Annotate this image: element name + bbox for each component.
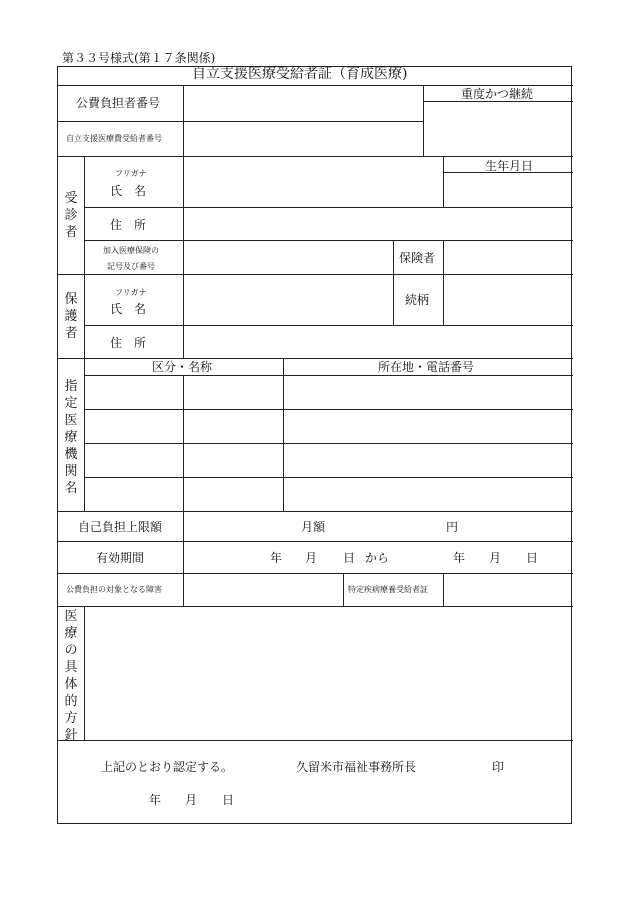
- validity-end-month: 月: [489, 551, 502, 565]
- recipient-name-field[interactable]: [184, 157, 442, 207]
- serious-continuing-label: 重度かつ継続: [461, 87, 534, 101]
- recipient-number-label: 自立支援医療費受給者番号: [66, 134, 162, 143]
- specific-disease-field[interactable]: [444, 574, 572, 606]
- monthly-label: 月額: [301, 520, 326, 534]
- specific-disease-label: 特定疾病療養受給者証: [348, 585, 428, 594]
- institution-row[interactable]: [85, 376, 572, 409]
- validity-start-day: 日: [343, 551, 356, 565]
- copay-limit-label: 自己負担上限額: [78, 520, 163, 534]
- institution-row[interactable]: [85, 478, 572, 511]
- relationship-field[interactable]: [444, 275, 572, 325]
- certification-month: 月: [185, 793, 198, 807]
- location-phone-header: 所在地・電話番号: [378, 360, 475, 374]
- certification-statement: 上記のとおり認定する。: [101, 760, 234, 774]
- guardian-group-label: 保護者: [64, 292, 78, 341]
- target-disability-field[interactable]: [184, 574, 342, 606]
- validity-end-year: 年: [453, 551, 466, 565]
- recipient-name-label: 氏 名: [110, 184, 147, 198]
- yen-label: 円: [446, 520, 459, 534]
- form-number: 第３３号様式(第１７条関係): [62, 51, 216, 65]
- recipient-address-label: 住 所: [110, 218, 147, 232]
- birth-date-label: 生年月日: [485, 159, 534, 173]
- relationship-label: 続柄: [405, 293, 430, 307]
- category-name-header: 区分・名称: [152, 360, 213, 374]
- institution-row[interactable]: [85, 444, 572, 477]
- guardian-address-field[interactable]: [184, 326, 572, 358]
- institution-group-label: 指定医療機関名: [64, 379, 78, 496]
- certification-year: 年: [149, 793, 162, 807]
- recipient-group-label: 受診者: [64, 191, 78, 240]
- guardian-name-label: 氏 名: [110, 302, 147, 316]
- issuer-name: 久留米市福祉事務所長: [296, 760, 417, 774]
- validity-from: から: [365, 551, 390, 565]
- public-payer-number-label: 公費負担者番号: [76, 96, 161, 110]
- target-disability-label: 公費負担の対象となる障害: [66, 585, 162, 594]
- validity-label: 有効期間: [96, 551, 145, 565]
- treatment-policy-field[interactable]: [85, 607, 572, 740]
- form-title: 自立支援医療受給者証（育成医療): [192, 66, 408, 82]
- insurer-label: 保険者: [399, 251, 436, 265]
- treatment-policy-label: 医療の具体的方針: [64, 609, 78, 743]
- validity-start-month: 月: [305, 551, 318, 565]
- institution-row[interactable]: [85, 410, 572, 443]
- insurance-label-line2: 記号及び番号: [107, 262, 155, 271]
- recipient-address-field[interactable]: [184, 208, 572, 240]
- copay-amount-field[interactable]: [330, 512, 440, 541]
- seal-mark: 印: [492, 760, 505, 774]
- guardian-name-field[interactable]: [184, 275, 392, 325]
- serious-continuing-field[interactable]: [424, 102, 572, 156]
- validity-start-year: 年: [270, 551, 283, 565]
- insurance-number-field[interactable]: [184, 241, 392, 274]
- validity-end-day: 日: [526, 551, 539, 565]
- insurance-label-line1: 加入医療保険の: [103, 246, 159, 255]
- public-payer-number-field[interactable]: [184, 86, 422, 121]
- birth-date-field[interactable]: [444, 173, 572, 207]
- guardian-furigana-label: フリガナ: [115, 288, 147, 297]
- recipient-furigana-label: フリガナ: [115, 169, 147, 178]
- guardian-address-label: 住 所: [110, 336, 147, 350]
- certification-day: 日: [222, 793, 235, 807]
- insurer-field[interactable]: [444, 241, 572, 274]
- recipient-number-field[interactable]: [184, 122, 422, 156]
